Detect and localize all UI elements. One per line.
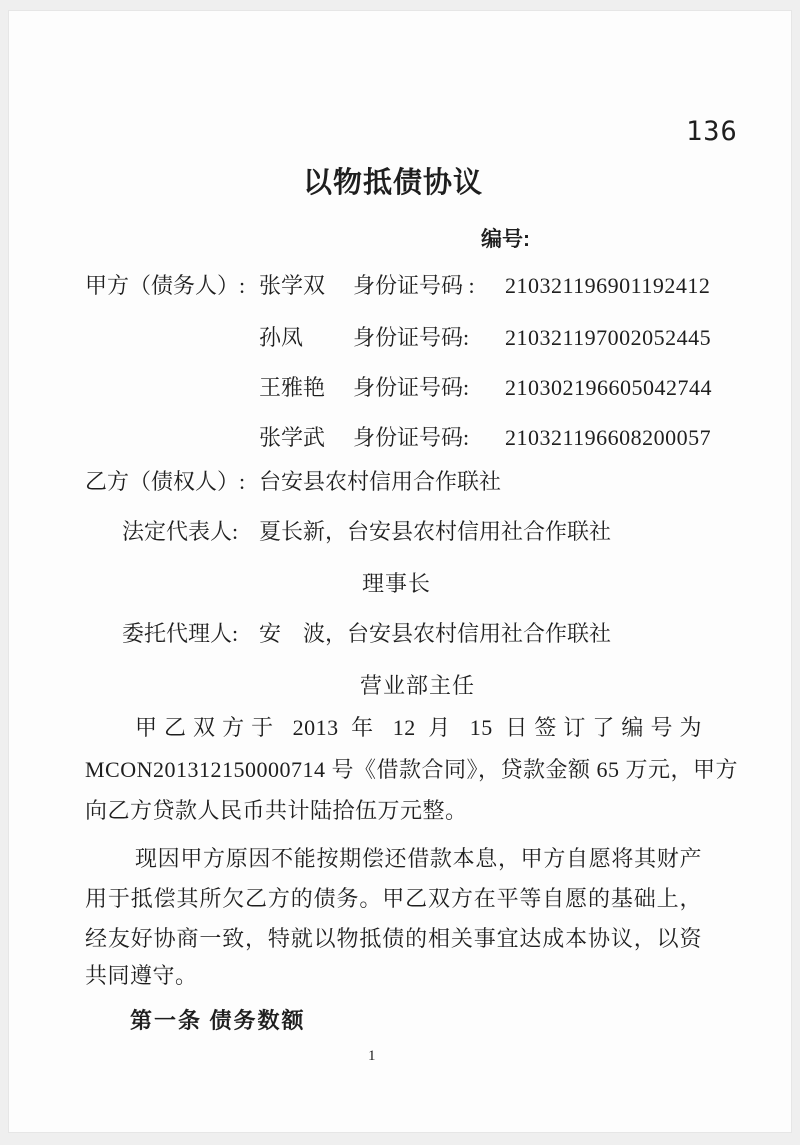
party-b-label: 乙方（债权人）: (85, 469, 246, 494)
entrusted-agent-row (85, 620, 705, 650)
debt-paragraph-line: 共同遵守。 (85, 963, 198, 988)
id-number: 210321196901192412 (505, 273, 711, 298)
debt-paragraph-line: 经友好协商一致，特就以物抵债的相关事宜达成本协议，以资 (85, 926, 702, 951)
debtor-row (85, 424, 712, 454)
id-number: 210321197002052445 (505, 325, 712, 350)
id-number: 210302196605042744 (505, 375, 712, 400)
loan-paragraph-line: MCON201312150000714 号《借款合同》，贷款金额 65 万元，甲方 (85, 757, 739, 782)
loan-paragraph-line: 甲乙双方于 2013 年 12 月 15 日签订了编号为 (135, 715, 702, 740)
id-label: 身份证号码: (353, 425, 470, 450)
party-a-label: 甲方（债务人）: (85, 273, 246, 298)
debtor-name: 张学双 (259, 273, 326, 298)
entrusted-agent-title: 营业部主任 (360, 673, 476, 698)
id-number: 210321196608200057 (505, 425, 712, 450)
document-title: 以物抵债协议 (303, 167, 484, 199)
id-label: 身份证号码: (353, 325, 470, 350)
legal-representative-title: 理事长 (362, 571, 432, 596)
entrusted-agent-value: 安 波，台安县农村信用社合作联社 (259, 621, 612, 646)
legal-representative-row (85, 518, 705, 548)
debtor-name: 王雅艳 (259, 375, 326, 400)
id-label: 身份证号码: (353, 375, 470, 400)
party-b-name: 台安县农村信用合作联社 (259, 469, 502, 494)
debt-paragraph-line: 现因甲方原因不能按期偿还借款本息，甲方自愿将其财产 (135, 846, 702, 871)
debtor-name: 张学武 (259, 425, 326, 450)
loan-paragraph-line: 向乙方贷款人民币共计陆拾伍万元整。 (85, 798, 468, 823)
debt-paragraph-line: 用于抵偿其所欠乙方的债务。甲乙双方在平等自愿的基础上， (85, 886, 702, 911)
legal-representative-value: 夏长新，台安县农村信用社合作联社 (259, 519, 612, 544)
party-b-row (85, 468, 705, 498)
document-number-label: 编号: (481, 228, 530, 251)
archive-page-number: 136 (686, 116, 738, 147)
section-1-heading: 第一条 债务数额 (130, 1008, 306, 1033)
party-a-row (85, 272, 711, 302)
debtor-row (85, 374, 712, 404)
legal-representative-label: 法定代表人: (122, 519, 239, 544)
entrusted-agent-label: 委托代理人: (122, 621, 239, 646)
page-footer-number: 1 (368, 1048, 376, 1064)
debtor-row (85, 324, 712, 354)
id-label: 身份证号码 : (353, 273, 475, 298)
debtor-name: 孙凤 (259, 325, 304, 350)
